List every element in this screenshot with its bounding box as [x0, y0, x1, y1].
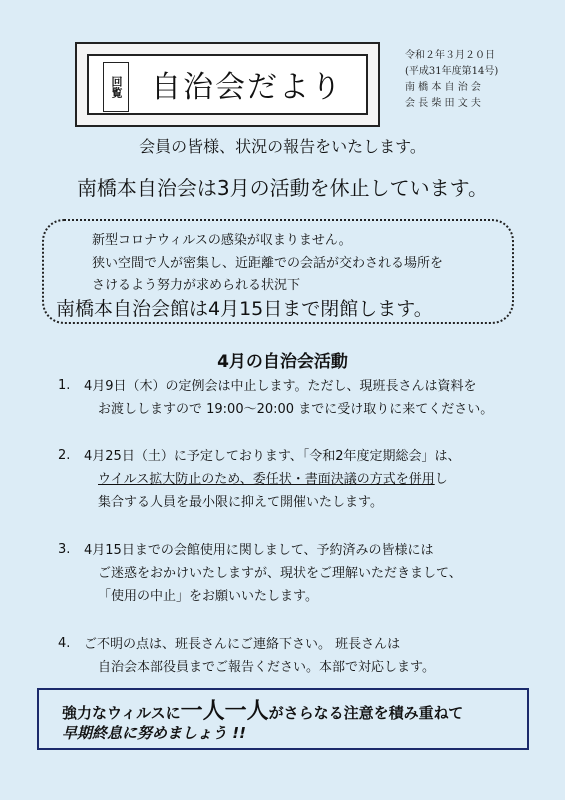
item-3-line-2: ご迷惑をおかけいたしますが、現状をご理解いただきまして、 — [98, 566, 462, 581]
item-2-underlined-text: ウイルス拡大防止のため、委任状・書面決議の方式を併用 — [98, 472, 435, 487]
appeal-part-1: 強力なウィルスに — [62, 704, 181, 722]
organization-name: 南 橋 本 自 治 会 — [405, 82, 481, 93]
issue-date: 令和２年３月２０日 — [405, 50, 495, 61]
item-2-number: 2. — [58, 448, 71, 463]
issue-info — [405, 48, 515, 112]
appeal-line-1 — [62, 694, 463, 725]
issue-number: (平成31年度第14号) — [405, 66, 499, 77]
item-4-line-2: 自治会本部役員までご報告ください。本部で対応します。 — [98, 660, 435, 675]
notice-line-2: 狭い空間で人が密集し、近距離での会話が交わされる場所を — [92, 256, 444, 271]
greeting-text: 会員の皆様、状況の報告をいたします。 — [139, 137, 426, 156]
item-3-line-3: 「使用の中止」をお願いいたします。 — [98, 589, 318, 604]
item-4-number: 4. — [58, 636, 71, 651]
item-2-line-1: 4月25日（土）に予定しております、「令和2年度定期総会」は、 — [84, 449, 461, 464]
item-3-number: 3. — [58, 542, 71, 557]
notice-line-1: 新型コロナウィルスの感染が収まりません。 — [92, 233, 352, 248]
appeal-emphasis: 一人一人 — [180, 699, 269, 724]
closure-notice: 南橋本自治会館は4月15日まで閉館します。 — [56, 298, 433, 320]
appeal-line-2: 早期終息に努めましょう !! — [62, 724, 246, 742]
title-inner-frame — [87, 54, 368, 115]
item-1-line-1: 4月9日（木）の定例会は中止します。ただし、現班長さんは資料を — [84, 379, 477, 394]
appeal-part-2: がさらなる注意を積み重ねて — [268, 704, 464, 722]
item-1-number: 1. — [58, 378, 71, 393]
item-2-line-2-rest: し — [434, 472, 448, 487]
newsletter-title: 自治会だより — [151, 70, 343, 105]
item-2-line-2 — [98, 468, 448, 491]
title-frame — [75, 42, 380, 127]
circulate-stamp: 回覧 — [103, 62, 129, 112]
item-3-line-1: 4月15日までの会館使用に関しまして、予約済みの皆様には — [84, 543, 434, 558]
headline: 南橋本自治会は3月の活動を休止しています。 — [76, 176, 489, 200]
item-2-line-3: 集合する人員を最小限に抑えて開催いたします。 — [98, 495, 383, 510]
notice-line-3: さけるよう努力が求められる状況下 — [92, 278, 301, 293]
president-name: 会 長 柴 田 文 夫 — [405, 98, 481, 109]
section-title: 4月の自治会活動 — [217, 352, 348, 372]
item-4-line-1: ご不明の点は、班長さんにご連絡下さい。 班長さんは — [84, 637, 401, 652]
item-1-line-2: お渡ししますので 19:00～20:00 までに受け取りに来てください。 — [98, 402, 494, 417]
